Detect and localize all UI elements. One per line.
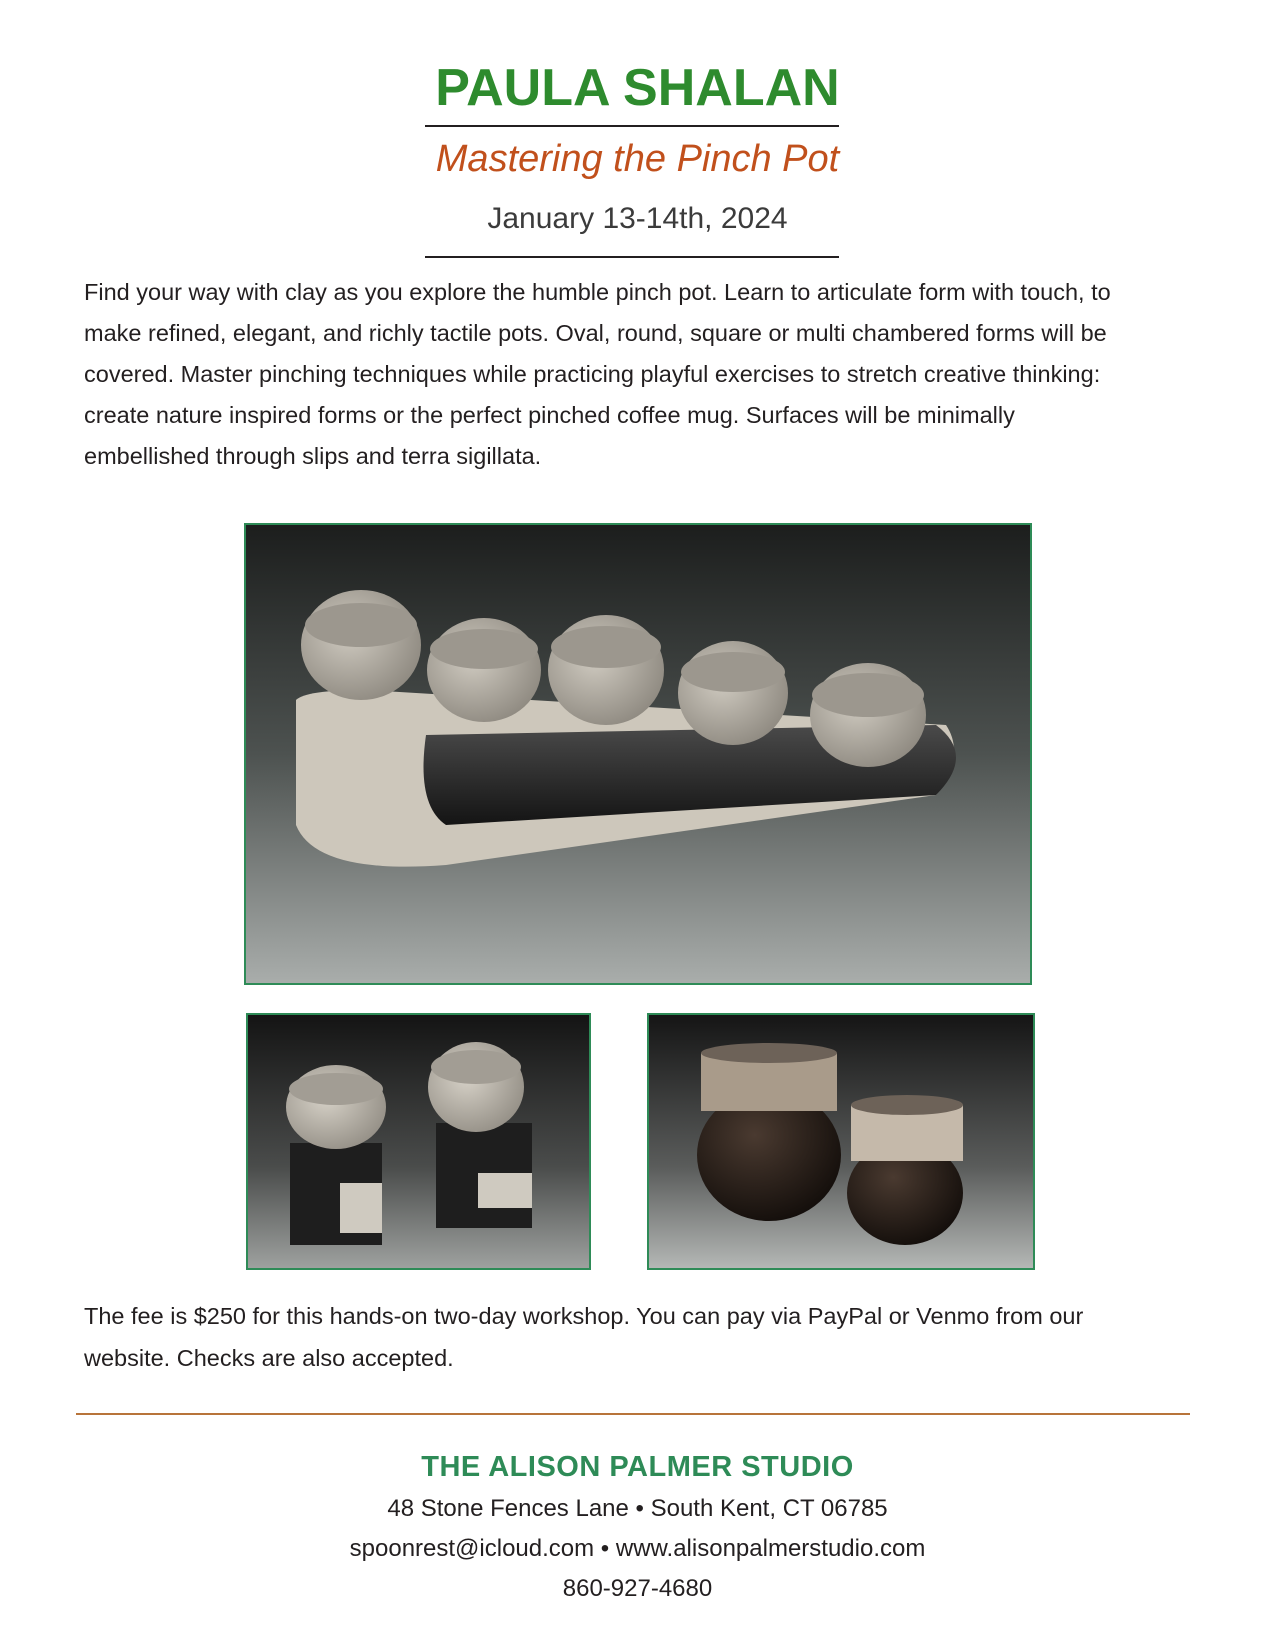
intro-line: create nature inspired forms or the perfect pinched coffee mug. Surfaces will be minimally: [84, 402, 1015, 428]
intro-line: make refined, elegant, and richly tactile pots. Oval, round, square or multi chambered forms will be: [84, 320, 1107, 346]
intro-line: covered. Master pinching techniques while practicing playful exercises to stretch creative thinking:: [84, 361, 1101, 387]
photo-dark-pots: [647, 1013, 1035, 1270]
studio-phone: 860-927-4680: [562, 1575, 713, 1602]
workshop-subtitle: Mastering the Pinch Pot: [435, 138, 840, 180]
intro-line: embellished through slips and terra sigillata.: [84, 443, 542, 469]
studio-name: THE ALISON PALMER STUDIO: [421, 1451, 854, 1483]
intro-line: Find your way with clay as you explore the humble pinch pot. Learn to articulate form with touch, to: [84, 279, 1111, 305]
fee-paragraph: [84, 1295, 1194, 1379]
title-rule-top: [425, 125, 839, 127]
fee-line: The fee is $250 for this hands-on two-day workshop. You can pay via PayPal or Venmo from our: [84, 1303, 1084, 1329]
fee-line: website. Checks are also accepted.: [84, 1345, 454, 1371]
workshop-date: January 13-14th, 2024: [487, 202, 788, 235]
title-rule-bottom: [425, 256, 839, 258]
photo-pinch-pot-tray: [244, 523, 1032, 985]
footer: [0, 1445, 1275, 1609]
footer-divider: [76, 1413, 1190, 1415]
intro-paragraph: [84, 272, 1194, 477]
page-title: PAULA SHALAN: [435, 59, 840, 117]
studio-contact: spoonrest@icloud.com • www.alisonpalmerstudio.com: [349, 1535, 926, 1562]
studio-address: 48 Stone Fences Lane • South Kent, CT 06785: [387, 1495, 888, 1522]
photo-pots-on-blocks: [246, 1013, 591, 1270]
